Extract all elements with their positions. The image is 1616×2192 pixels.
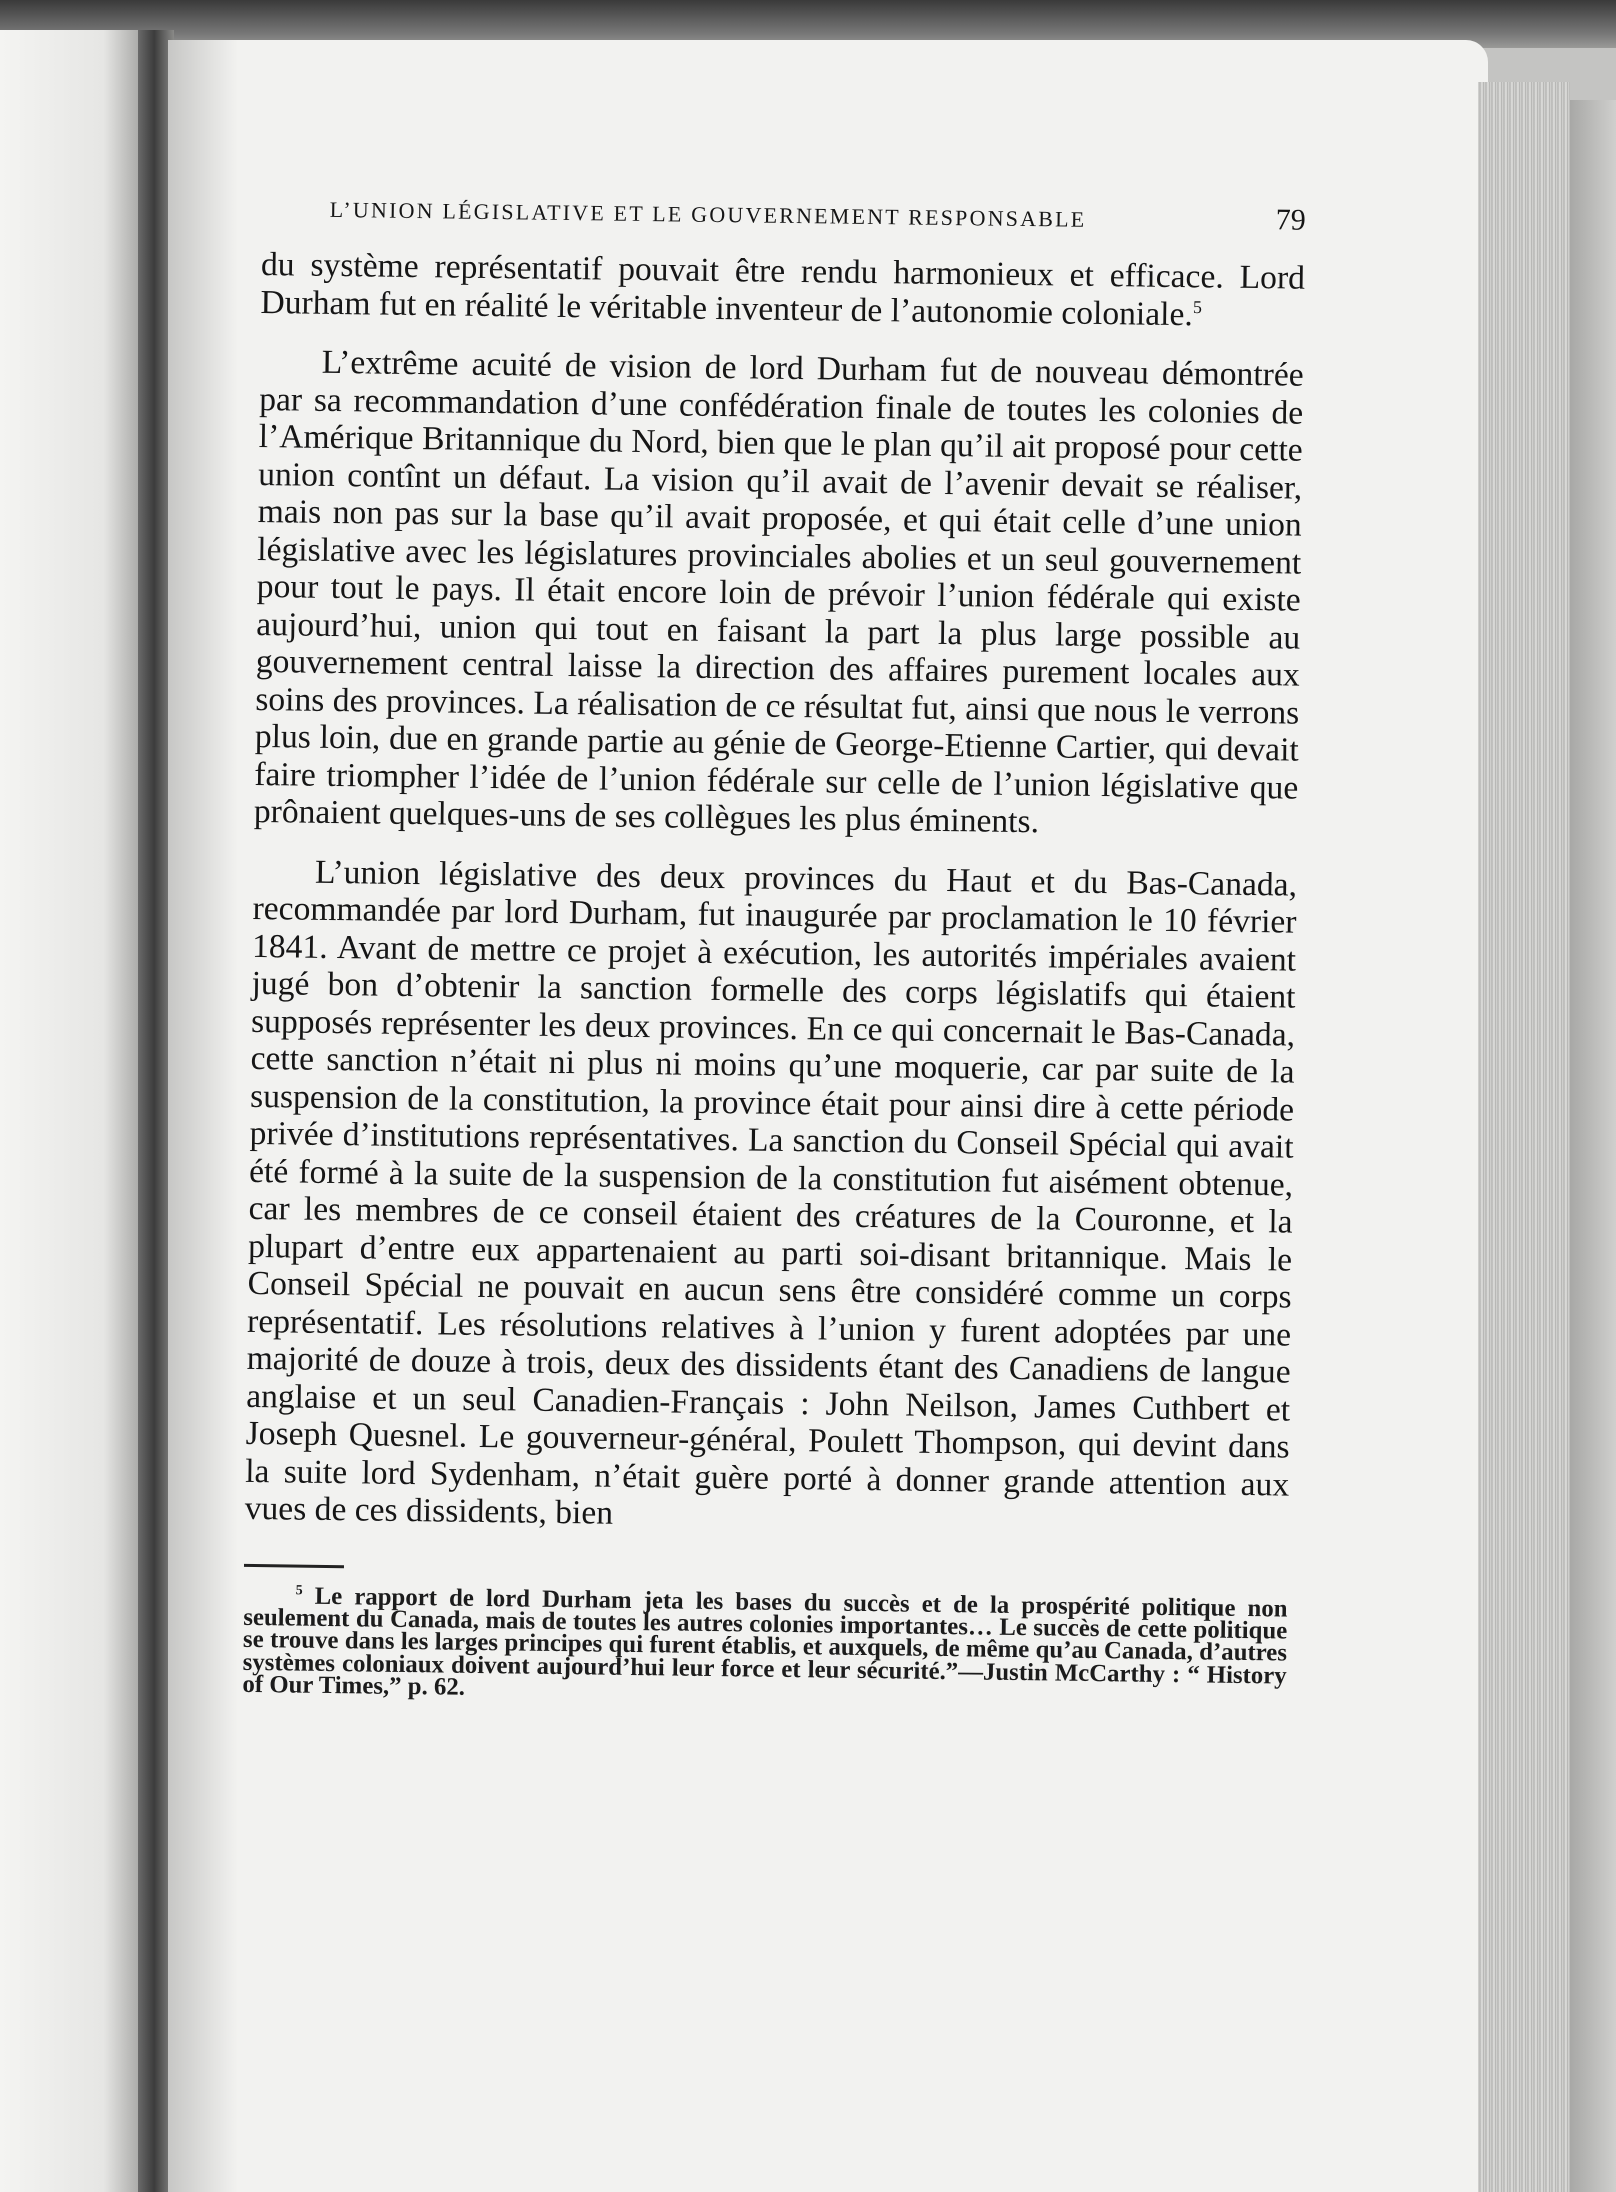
footnote-rule <box>244 1563 344 1567</box>
facing-page-edge <box>0 30 148 2192</box>
footnote <box>242 1584 1287 1710</box>
footnote-text: Le rapport de lord Durham jeta les bases du succès et de la prospérité politique non seulement du Canada, mais de toutes les autres colonies importantes… Le succès de cette politique se trouve dans les larges principes qui furent établis, et auxquels, de même qu’au Canada, d’autres systèmes coloniaux doivent aujourd’hui leur force et leur sécurité.”—Justin McCarthy : “ History of Our Times,” p. 62. <box>242 1582 1288 1701</box>
page-fore-edge <box>1478 82 1570 2192</box>
footnote-reference: 5 <box>1192 296 1203 317</box>
paragraph-continued <box>260 246 1305 335</box>
gutter-shadow <box>168 40 238 2192</box>
paragraph-text: L’union législative des deux provinces du Haut et du Bas-Canada, recommandée par lord Durham, fut inaugurée par proclamation le 10 février 1841. Avant de mettre ce projet à exécution, les autorités impériales avaient jugé bon d’obtenir la sanction formelle des corps législatifs qui étaient supposés représenter les deux provinces. En ce qui concernait le Bas-Canada, cette sanction n’était ni plus ni moins qu’une moquerie, car par suite de la suspension de la constitution, la province était pour ainsi dire à cette période privée d’institutions représentatives. La sanction du Conseil Spécial qui avait été formé à la suite de la suspension de la constitution fut aisément obtenue, car les membres de ce conseil étaient des créatures de la Couronne, et la plupart d’entre eux appartenaient au parti soi-disant britannique. Mais le Conseil Spécial ne pouvait en aucun sens être considéré comme un corps représentatif. Les résolutions relatives à l’union y furent adoptées par une majorité de douze à trois, deux des dissidents étant des Canadiens de langue anglaise et un seul Canadien-Français : John Neilson, James Cuthbert et Joseph Quesnel. Le gouverneur-général, Poulett Thompson, qui devint dans la suite lord Sydenham, n’était guère porté à donner grande attention aux vues de ces dissidents, bien <box>244 853 1298 1532</box>
running-head-title: L’UNION LÉGISLATIVE ET LE GOUVERNEMENT RESPONSABLE <box>329 196 1087 232</box>
page-number: 79 <box>1275 203 1306 237</box>
page-content <box>242 190 1306 1710</box>
paragraph-text: du système représentatif pouvait être rendu harmonieux et efficace. Lord Durham fut en réalité le véritable inventeur de l’autonomie coloniale. <box>260 245 1306 333</box>
paragraph-durham-vision <box>254 343 1304 844</box>
footnote-marker: 5 <box>295 1582 303 1598</box>
paragraph-legislative-union <box>244 852 1297 1541</box>
paragraph-text: L’extrême acuité de vision de lord Durham fut de nouveau démontrée par sa recommandation d’une confédération finale de toutes les colonies de l’Amérique Britannique du Nord, bien que le plan qu’il ait proposé pour cette union contînt un défaut. La vision qu’il avait de l’avenir devait se réaliser, mais non pas sur la base qu’il avait proposée, et qui était celle d’une union législative avec les législatures provinciales abolies et un seul gouvernement pour tout le pays. Il était encore loin de prévoir l’union fédérale qui existe aujourd’hui, union qui tout en faisant la part la plus large possible au gouvernement central laisse la direction des affaires purement locales aux soins des provinces. La réalisation de ce résultat fut, ainsi que nous le verrons plus loin, due en grande partie au génie de George-Etienne Cartier, qui devait faire triompher l’idée de l’union fédérale sur celle de l’union législative que prônaient quelques-uns de ses collègues les plus éminents. <box>253 343 1304 841</box>
book-cover-edge <box>1570 100 1616 2192</box>
